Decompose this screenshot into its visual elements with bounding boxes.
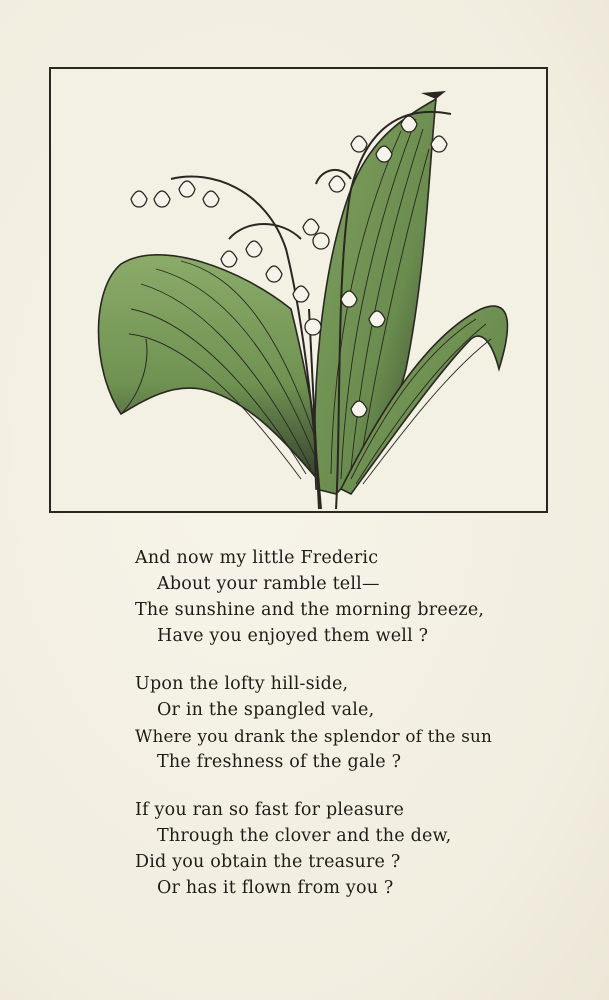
stanza-2-line-3: Where you drank the splendor of the sun <box>135 726 493 746</box>
stanza-3-line-1: If you ran so fast for pleasure <box>135 800 405 820</box>
stanza-2-line-1: Upon the lofty hill-side, <box>135 674 349 694</box>
stanza-1-line-3: The sunshine and the morning breeze, <box>135 600 485 620</box>
stanza-1-line-2: About your ramble tell— <box>157 574 380 594</box>
stanza-3-line-3: Did you obtain the treasure ? <box>135 852 401 872</box>
illustration-frame <box>49 67 548 513</box>
left-leaf <box>99 255 327 489</box>
stanza-1-line-1: And now my little Frederic <box>135 548 379 568</box>
stanza-2-line-2: Or in the spangled vale, <box>157 700 375 720</box>
stanza-2-line-4: The freshness of the gale ? <box>157 752 402 772</box>
stanza-3-line-4: Or has it flown from you ? <box>157 878 394 898</box>
stanza-1-line-4: Have you enjoyed them well ? <box>157 626 429 646</box>
lily-of-the-valley-illustration <box>51 69 546 511</box>
stanza-3-line-2: Through the clover and the dew, <box>157 826 452 846</box>
